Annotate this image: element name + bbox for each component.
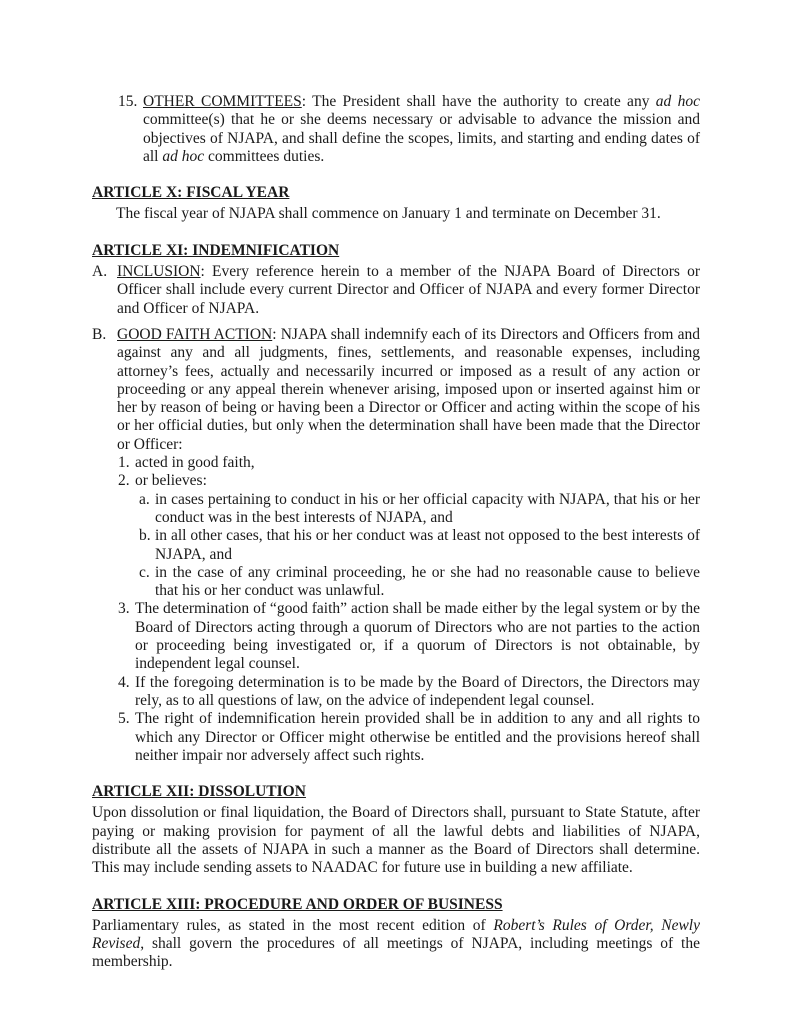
good-faith-item-3-marker: 3.: [118, 600, 130, 618]
good-faith-item-1-text: acted in good faith,: [135, 454, 255, 472]
item-a-label: INCLUSION: [117, 263, 201, 281]
good-faith-item-1-marker: 1.: [118, 454, 130, 472]
item-15-separator: :: [301, 93, 313, 110]
good-faith-item-5-text: The right of indemnification herein provided shall be in addition to any and all rights to which any Director or Officer might otherwise be entitled and the provisions hereof shall neither impair nor adversely affect such rights.: [135, 710, 700, 764]
item-a-marker: A.: [92, 263, 108, 281]
good-faith-item-2b: [92, 527, 700, 564]
item-b-label: GOOD FAITH ACTION: [117, 325, 273, 343]
item-15-number: 15.: [118, 93, 138, 110]
good-faith-item-3-text: The determination of “good faith” action shall be made either by the legal system or by the Board of Directors acting through a quorum of Directors who are not parties to the action or proceeding being investigated or, if a quorum of Directors is not obtainable, by independent legal counsel.: [135, 600, 700, 673]
good-faith-item-1: [92, 454, 700, 472]
indemnification-item-a: [92, 263, 700, 318]
good-faith-item-2b-text: in all other cases, that his or her conduct was at least not opposed to the best interests of NJAPA, and: [155, 527, 700, 563]
item-15-text-2: committee(s) that he or she deems necessary or advisable to advance the mission and objectives of NJAPA, and shall define the scopes, limits, and starting and ending dates of all: [143, 111, 700, 165]
good-faith-item-2a-marker: a.: [139, 490, 150, 508]
article-xiii-text-2: , shall govern the procedures of all meetings of NJAPA, including meetings of the membership.: [92, 935, 700, 971]
article-xi-heading: ARTICLE XI: INDEMNIFICATION: [92, 241, 340, 259]
article-xii-body: Upon dissolution or final liquidation, the Board of Directors shall, pursuant to State Statute, after paying or making provision for payment of all the lawful debts and liabilities of NJAPA, distribute all the assets of NJAPA in such a manner as the Board of Directors shall determine. This may include sending assets to NAADAC for future use in building a new affiliate.: [92, 804, 700, 877]
article-xiii-book-title: Robert’s Rules of Order, Newly Revised: [92, 916, 700, 953]
item-b-separator: :: [272, 325, 281, 343]
good-faith-item-2-marker: 2.: [118, 472, 130, 490]
good-faith-item-2-text: or believes:: [135, 472, 207, 490]
good-faith-item-2c-marker: c.: [139, 563, 150, 581]
good-faith-item-5: [92, 710, 700, 765]
good-faith-item-4: [92, 674, 700, 711]
article-xiii-heading: ARTICLE XIII: PROCEDURE AND ORDER OF BUSINESS: [92, 895, 503, 913]
article-xiii-text-1: Parliamentary rules, as stated in the most recent edition of: [92, 916, 494, 934]
article-xii-heading: ARTICLE XII: DISSOLUTION: [92, 783, 306, 801]
list-item-15: [92, 93, 700, 166]
item-b-marker: B.: [92, 325, 107, 343]
good-faith-item-2c-text: in the case of any criminal proceeding, he or she had no reasonable cause to believe that his or her conduct was unlawful.: [155, 563, 700, 600]
article-x-body: The fiscal year of NJAPA shall commence on January 1 and terminate on December 31.: [116, 205, 661, 223]
item-15-text-1: The President shall have the authority to create any: [312, 93, 656, 110]
good-faith-item-4-text: If the foregoing determination is to be made by the Board of Directors, the Directors may rely, as to all questions of law, on the advice of independent legal counsel.: [135, 673, 700, 709]
good-faith-item-2b-marker: b.: [139, 527, 151, 545]
item-15-text-3: committees duties.: [204, 147, 325, 165]
good-faith-item-2: [92, 472, 700, 490]
item-b-text: NJAPA shall indemnify each of its Directors and Officers from and against any and all judgments, fines, settlements, and reasonable expenses, including attorney’s fees, actually and necessarily incurred or imposed as a result of any action or proceeding or any appeal therein whenever arising, imposed upon or inserted against him or her by reason of being or having been a Director or Officer and acting within the scope of his or her official duties, but only when the determination shall have been made that the Director or Officer:: [117, 325, 700, 453]
good-faith-item-4-marker: 4.: [118, 673, 130, 691]
good-faith-item-2a-text: in cases pertaining to conduct in his or her official capacity with NJAPA, that his or her conduct was in the best interests of NJAPA, and: [155, 490, 700, 526]
good-faith-item-2c: [92, 564, 700, 601]
item-a-separator: :: [200, 263, 212, 281]
good-faith-item-2a: [92, 491, 700, 528]
item-15-italic-1: ad hoc: [655, 93, 700, 110]
indemnification-item-b: [92, 326, 700, 454]
article-x-heading: ARTICLE X: FISCAL YEAR: [92, 184, 290, 202]
good-faith-item-3: [92, 600, 700, 673]
item-a-text: Every reference herein to a member of the NJAPA Board of Directors or Officer shall include every current Director and Officer of NJAPA and every former Director and Officer of NJAPA.: [117, 263, 700, 317]
article-xiii-body: [92, 917, 700, 972]
item-15-label: OTHER COMMITTEES: [143, 93, 302, 110]
item-15-italic-2: ad hoc: [162, 147, 205, 165]
good-faith-item-5-marker: 5.: [118, 710, 130, 728]
